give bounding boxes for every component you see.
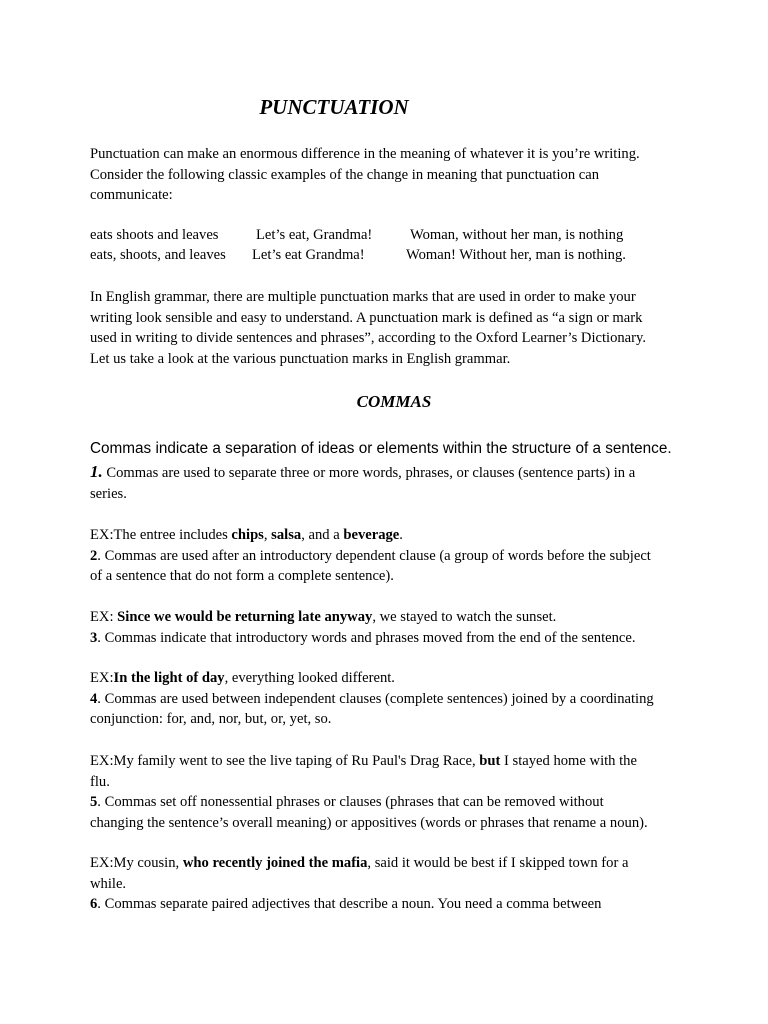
example-4-bold: but	[479, 753, 501, 769]
rule-5-number: 5	[90, 794, 98, 811]
example-1b: eats, shoots, and leaves	[90, 246, 226, 263]
rule-2-text-b: of a sentence that do not form a complete sentence).	[90, 568, 394, 585]
grammar-paragraph	[90, 287, 690, 369]
rule-2-number: 2	[90, 547, 98, 564]
grammar-line-3: used in writing to divide sentences and phrases”, according to the Oxford Learner’s Dictionary.	[90, 330, 647, 347]
section-title-commas: COMMAS	[356, 392, 432, 411]
example-1-prefix: EX:The entree includes	[90, 527, 232, 543]
example-2b: Let’s eat Grandma!	[252, 246, 365, 263]
rule-1-text-b: series.	[90, 485, 127, 502]
example-1-sep-2: , and a	[301, 527, 344, 543]
rule-4-text-a: . Commas are used between independent clauses (complete sentences) joined by a coordinating	[97, 690, 654, 707]
intro-line-2: Consider the following classic examples of the change in meaning that punctuation can	[90, 166, 600, 183]
rule-6-number: 6	[90, 896, 98, 913]
rule-3-number: 3	[90, 629, 98, 646]
example-row-1	[90, 226, 690, 246]
example-5-prefix: EX:My cousin,	[90, 855, 183, 871]
example-1-bold-3: beverage	[343, 527, 400, 543]
example-5-rest: , said it would be best if I skipped town for a	[367, 855, 629, 871]
page-title: PUNCTUATION	[259, 95, 409, 119]
example-3a: Woman, without her man, is nothing	[410, 227, 624, 243]
rule-1-number: 1.	[90, 462, 103, 481]
example-4-prefix: EX:My family went to see the live taping of Ru Paul's Drag Race,	[90, 753, 480, 769]
example-3-bold: In the light of day	[113, 670, 225, 686]
rule-1	[90, 462, 690, 504]
punctuation-examples	[90, 226, 690, 265]
example-row-2	[90, 246, 690, 266]
example-1-bold-1: chips	[231, 527, 264, 543]
example-5-bold: who recently joined the mafia	[182, 855, 368, 871]
example-2-bold: Since we would be returning late anyway	[117, 609, 373, 625]
example-1-end: .	[399, 527, 403, 543]
example-4-and-rule-5	[90, 751, 690, 833]
example-2-and-rule-3	[90, 607, 690, 648]
rule-5-text-b: changing the sentence’s overall meaning) or appositives (words or phrases that rename a noun).	[90, 814, 648, 831]
example-1-and-rule-2	[90, 525, 690, 587]
example-2-rest: , we stayed to watch the sunset.	[372, 609, 557, 625]
example-2-prefix: EX:	[90, 609, 118, 625]
rule-4-text-b: conjunction: for, and, nor, but, or, yet, so.	[90, 711, 332, 728]
rule-2-text-a: . Commas are used after an introductory dependent clause (a group of words before the subject	[97, 547, 651, 564]
grammar-line-2: writing look sensible and easy to understand. A punctuation mark is defined as “a sign or mark	[90, 309, 643, 326]
example-1-bold-2: salsa	[271, 527, 302, 543]
example-1a: eats shoots and leaves	[90, 227, 219, 243]
rule-3-text-a: . Commas indicate that introductory words and phrases moved from the end of the sentence.	[97, 629, 636, 646]
commas-intro: Commas indicate a separation of ideas or elements within the structure of a sentence.	[90, 440, 672, 457]
intro-line-3: communicate:	[90, 187, 173, 204]
example-4-rest: I stayed home with the	[500, 753, 637, 769]
example-3-rest: , everything looked different.	[224, 670, 395, 686]
rule-1-text-a: Commas are used to separate three or more words, phrases, or clauses (sentence parts) in a	[102, 465, 636, 481]
example-5-and-rule-6	[90, 853, 690, 915]
intro-paragraph	[90, 144, 690, 206]
intro-line-1: Punctuation can make an enormous difference in the meaning of whatever it is you’re writing.	[90, 146, 640, 162]
example-3b: Woman! Without her, man is nothing.	[406, 246, 626, 263]
rule-6-text-a: . Commas separate paired adjectives that describe a noun. You need a comma between	[97, 896, 602, 913]
example-1-sep-1: ,	[263, 527, 272, 543]
example-3-and-rule-4	[90, 668, 690, 730]
grammar-line-4: Let us take a look at the various punctuation marks in English grammar.	[90, 350, 511, 367]
example-2a: Let’s eat, Grandma!	[256, 227, 373, 243]
example-3-prefix: EX:	[90, 670, 114, 686]
rule-4-number: 4	[90, 690, 98, 707]
example-5-line-2: while.	[90, 875, 127, 892]
example-4-line-2: flu.	[90, 773, 110, 790]
grammar-line-1: In English grammar, there are multiple punctuation marks that are used in order to make your	[90, 289, 636, 305]
rule-5-text-a: . Commas set off nonessential phrases or clauses (phrases that can be removed without	[97, 794, 604, 811]
